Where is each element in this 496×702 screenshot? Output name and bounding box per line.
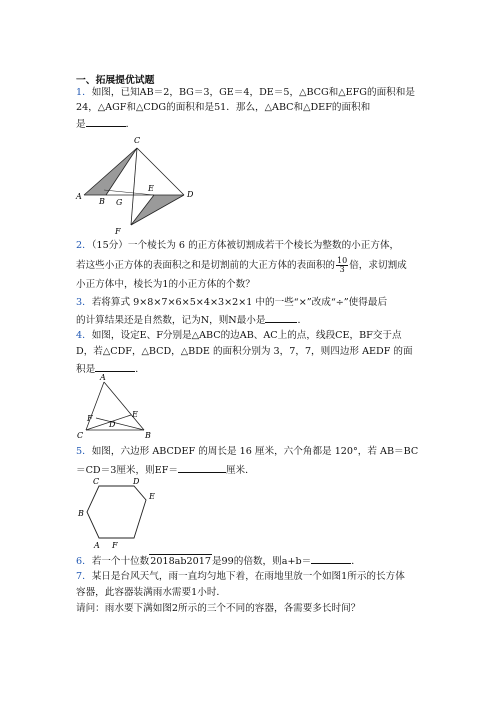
q4-label-f: F — [87, 414, 93, 423]
q6-answer-blank[interactable] — [311, 553, 351, 564]
q1-label-c: C — [134, 136, 141, 145]
q2-text-2a: 若这些小正方体的表面积之和是切割前的大正方体的表面积的 — [76, 260, 336, 271]
q2-text-1: （15分）一个棱长为 6 的正方体被切割成若干个棱长为整数的小正方体， — [91, 240, 400, 251]
q5-text-1: 如图，六边形 ABCDEF 的周长是 16 厘米，六个角都是 120°，若 AB＝BC — [91, 446, 419, 457]
q7-number: 7． — [76, 571, 92, 582]
q2-fraction-denominator: 3 — [339, 265, 345, 274]
q1-answer-blank[interactable] — [86, 116, 126, 127]
q2-fraction-numerator: 10 — [337, 256, 348, 265]
q1-number: 1． — [76, 87, 92, 98]
q5-label-e: E — [149, 492, 155, 501]
q1-label-f: F — [115, 227, 121, 236]
q5-label-a: A — [94, 541, 100, 550]
q3-text-1: 若将算式 9×8×7×6×5×4×3×2×1 中的一些“×”改成“÷”使得最后 — [91, 297, 388, 308]
q3-text-2a: 的计算结果还是自然数，记为N，则N最小是 — [76, 315, 266, 326]
q1-line-3 — [76, 116, 135, 131]
q2-line-2 — [76, 257, 407, 274]
q6-number: 6． — [76, 556, 92, 567]
q5-answer-blank[interactable] — [178, 462, 226, 473]
q5-label-b: B — [78, 509, 84, 518]
q1-label-b: B — [99, 197, 105, 206]
q4-text-1: 如图，设定E、F分别是△ABC的边AB、AC上的点，线段CE，BF交于点 — [91, 330, 402, 341]
q7-line-1 — [76, 570, 405, 583]
q1-label-e: E — [148, 184, 154, 193]
q6-text-post: 是99的倍数，则a+b＝ — [211, 556, 312, 567]
q2-line-3: 小正方体中，棱长为1的小正方体的个数？ — [76, 279, 255, 290]
q1-label-g: G — [116, 198, 123, 207]
q3-line-2 — [76, 312, 307, 327]
q6-line — [76, 553, 361, 568]
q4-text-3a: 积是 — [76, 364, 96, 375]
q4-label-c: C — [77, 431, 84, 440]
q1-figure — [74, 130, 204, 236]
q1-line-1 — [76, 86, 415, 99]
q1-label-a: A — [76, 192, 82, 201]
q6-overlined-number: 2018ab2017 — [150, 556, 211, 567]
q3-number: 3． — [76, 297, 92, 308]
q4-answer-blank[interactable] — [95, 361, 135, 372]
q5-figure — [74, 474, 164, 552]
q5-text-2b: 厘米． — [225, 465, 255, 476]
q3-text-2b: ． — [297, 315, 308, 326]
q4-number: 4． — [76, 330, 92, 341]
q4-label-a: A — [100, 374, 106, 382]
q3-answer-blank[interactable] — [265, 312, 297, 323]
q5-line-1 — [76, 445, 418, 458]
q1-text-1: 如图，已知AB＝2，BG＝3，GE＝4，DE＝5，△BCG和△EFG的面积和是 — [91, 87, 415, 98]
q4-figure — [74, 374, 160, 442]
q4-line-2: D，若△CDF，△BCD，△BDE 的面积分别为 3，7，7，则四边形 AEDF 的面 — [76, 346, 413, 357]
q5-text-2a: ＝CD＝3厘米，则EF＝ — [76, 465, 178, 476]
q5-label-c: C — [93, 477, 100, 486]
q1-text-3: 是 — [76, 119, 86, 130]
q4-label-d: D — [109, 420, 116, 429]
q4-line-1 — [76, 329, 402, 342]
q2-line-1 — [76, 239, 399, 252]
section-title: 一、拓展提优试题 — [76, 75, 155, 86]
q7-line-3: 请问：雨水要下满如图2所示的三个不同的容器，各需要多长时间？ — [76, 603, 361, 614]
q2-text-2b: 倍，求切割成 — [349, 260, 407, 271]
q1-line-2: 24，△AGF和△CDG的面积和是51．那么，△ABC和△DEF的面积和 — [76, 102, 371, 113]
q3-line-1 — [76, 296, 387, 309]
q7-line-2: 容器，此容器装满雨水需要1小时． — [76, 587, 227, 598]
q4-label-e: E — [132, 410, 138, 419]
q5-label-f: F — [112, 541, 118, 550]
q4-text-3b: ． — [135, 364, 145, 375]
q6-text-pre: 若一个十位数 — [91, 556, 150, 567]
q6-text-end: ． — [351, 556, 361, 567]
q1-text-3-end: ． — [125, 119, 136, 130]
q1-label-d: D — [187, 190, 194, 199]
q7-text-1: 某日是台风天气，雨一直均匀地下着，在雨地里放一个如图1所示的长方体 — [91, 571, 405, 582]
q2-fraction — [336, 257, 348, 274]
q4-label-b: B — [145, 431, 151, 440]
q5-number: 5． — [76, 446, 92, 457]
q2-number: 2． — [76, 240, 92, 251]
q5-label-d: D — [133, 477, 140, 486]
